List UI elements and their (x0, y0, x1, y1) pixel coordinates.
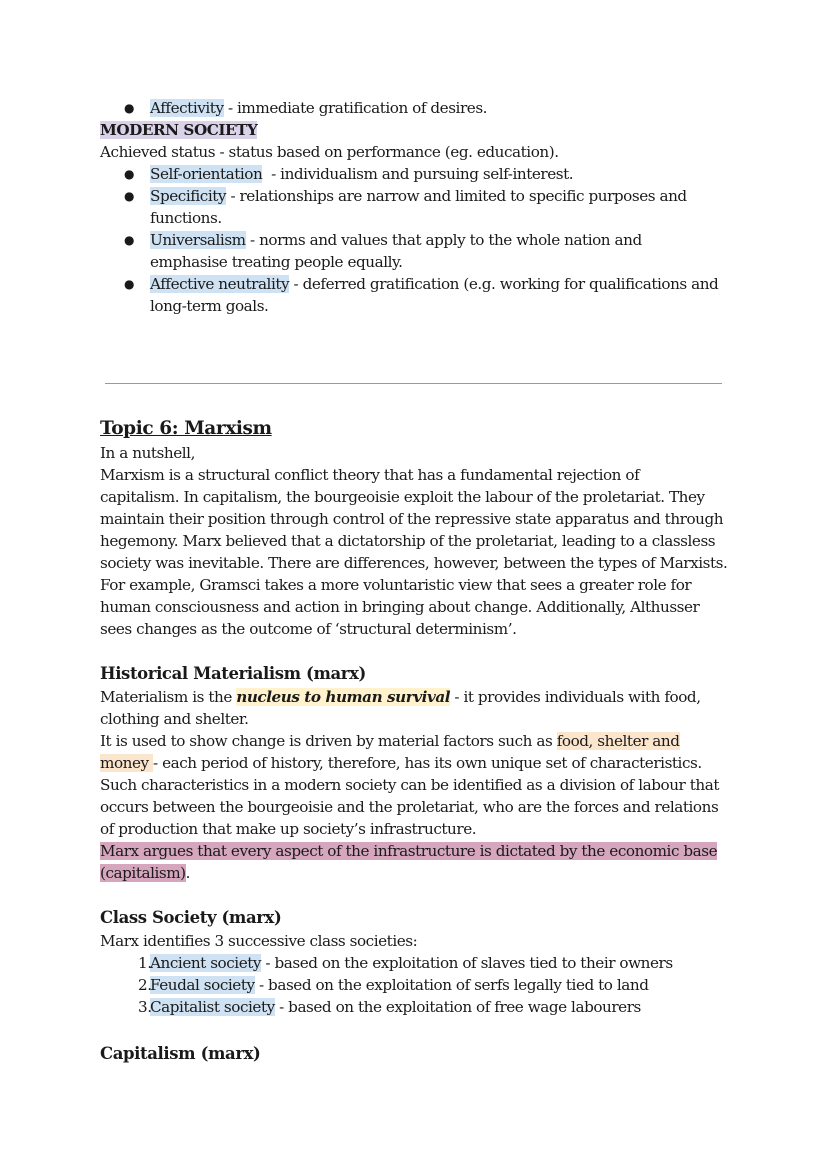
list-item (100, 97, 730, 119)
list-item-continuation: emphasise treating people equally. (150, 253, 403, 271)
paragraph-line: of production that make up society’s infrastructure. (100, 820, 477, 838)
term-description: - deferred gratification (e.g. working for qualifications and (289, 275, 719, 293)
term-feudal-society: Feudal society (150, 976, 255, 994)
summary-line: society was inevitable. There are differences, however, between the types of Marxists. (100, 554, 728, 572)
text: It is used to show change is driven by material factors such as (100, 732, 557, 750)
summary-line: hegemony. Marx believed that a dictatorship of the proletariat, leading to a classless (100, 532, 716, 550)
list-item-continuation: functions. (150, 209, 222, 227)
term-description: - immediate gratification of desires. (223, 99, 488, 117)
term-affectivity: Affectivity (150, 99, 224, 117)
term-description: - based on the exploitation of free wage labourers (274, 998, 641, 1016)
document-page (100, 97, 730, 1066)
summary-line: maintain their position through control of the repressive state apparatus and through (100, 510, 724, 528)
term-universalism: Universalism (150, 231, 246, 249)
modern-society-heading (100, 119, 730, 141)
highlight-material-factors: food, shelter and (556, 732, 680, 750)
summary-line: sees changes as the outcome of ‘structural determinism’. (100, 620, 517, 638)
text: - each period of history, therefore, has its own unique set of characteristics. (153, 754, 702, 772)
bullet-icon: ● (124, 189, 135, 203)
summary-line: capitalism. In capitalism, the bourgeoisie exploit the labour of the proletariat. They (100, 488, 705, 506)
bullet-icon: ● (124, 101, 135, 115)
list-item-continuation: long-term goals. (150, 297, 269, 315)
class-society-intro: Marx identifies 3 successive class societies: (100, 932, 418, 950)
list-number: 1. (138, 954, 152, 972)
list-item (100, 974, 730, 996)
term-description: - based on the exploitation of serfs legally tied to land (254, 976, 649, 994)
paragraph-line (100, 862, 730, 884)
list-item (100, 229, 730, 251)
term-self-orientation: Self-orientation (150, 165, 263, 183)
list-item (100, 163, 730, 185)
paragraph-line: clothing and shelter. (100, 710, 249, 728)
term-affective-neutrality: Affective neutrality (150, 275, 290, 293)
highlight-capitalism: (capitalism) (100, 864, 186, 882)
class-society-heading: Class Society (marx) (100, 908, 282, 927)
paragraph-line: occurs between the bourgeoisie and the proletariat, who are the forces and relations (100, 798, 719, 816)
text: - it provides individuals with food, (450, 688, 701, 706)
emphasis-nucleus: nucleus to human survival (236, 688, 451, 706)
summary-line: Marxism is a structural conflict theory that has a fundamental rejection of (100, 466, 640, 484)
highlight-money: money (100, 754, 154, 772)
list-item (100, 185, 730, 207)
list-item (100, 996, 730, 1018)
achieved-status-line: Achieved status - status based on performance (eg. education). (100, 143, 559, 161)
capitalism-heading: Capitalism (marx) (100, 1044, 261, 1063)
bullet-icon: ● (124, 167, 135, 181)
paragraph-line (100, 840, 730, 862)
summary-line: human consciousness and action in bringing about change. Additionally, Althusser (100, 598, 700, 616)
term-description: - norms and values that apply to the whole nation and (245, 231, 642, 249)
term-description: - individualism and pursuing self-interest. (262, 165, 574, 183)
summary-line: For example, Gramsci takes a more voluntaristic view that sees a greater role for (100, 576, 692, 594)
list-item (100, 952, 730, 974)
paragraph-line (100, 686, 730, 708)
list-item (100, 273, 730, 295)
term-specificity: Specificity (150, 187, 227, 205)
term-ancient-society: Ancient society (150, 954, 262, 972)
historical-materialism-heading: Historical Materialism (marx) (100, 664, 366, 683)
highlight-marx-argues: Marx argues that every aspect of the infrastructure is dictated by the economic base (100, 842, 718, 860)
list-number: 3. (138, 998, 152, 1016)
term-capitalist-society: Capitalist society (150, 998, 275, 1016)
list-number: 2. (138, 976, 152, 994)
text: Materialism is the (100, 688, 237, 706)
text: . (185, 864, 191, 882)
term-description: - based on the exploitation of slaves tied to their owners (261, 954, 673, 972)
bullet-icon: ● (124, 233, 135, 247)
heading-text: MODERN SOCIETY (100, 121, 258, 139)
paragraph-line (100, 752, 730, 774)
topic-title: Topic 6: Marxism (100, 418, 272, 439)
paragraph-line (100, 730, 730, 752)
nutshell-label: In a nutshell, (100, 444, 195, 462)
paragraph-line: Such characteristics in a modern society can be identified as a division of labour that (100, 776, 719, 794)
bullet-icon: ● (124, 277, 135, 291)
term-description: - relationships are narrow and limited to specific purposes and (226, 187, 687, 205)
